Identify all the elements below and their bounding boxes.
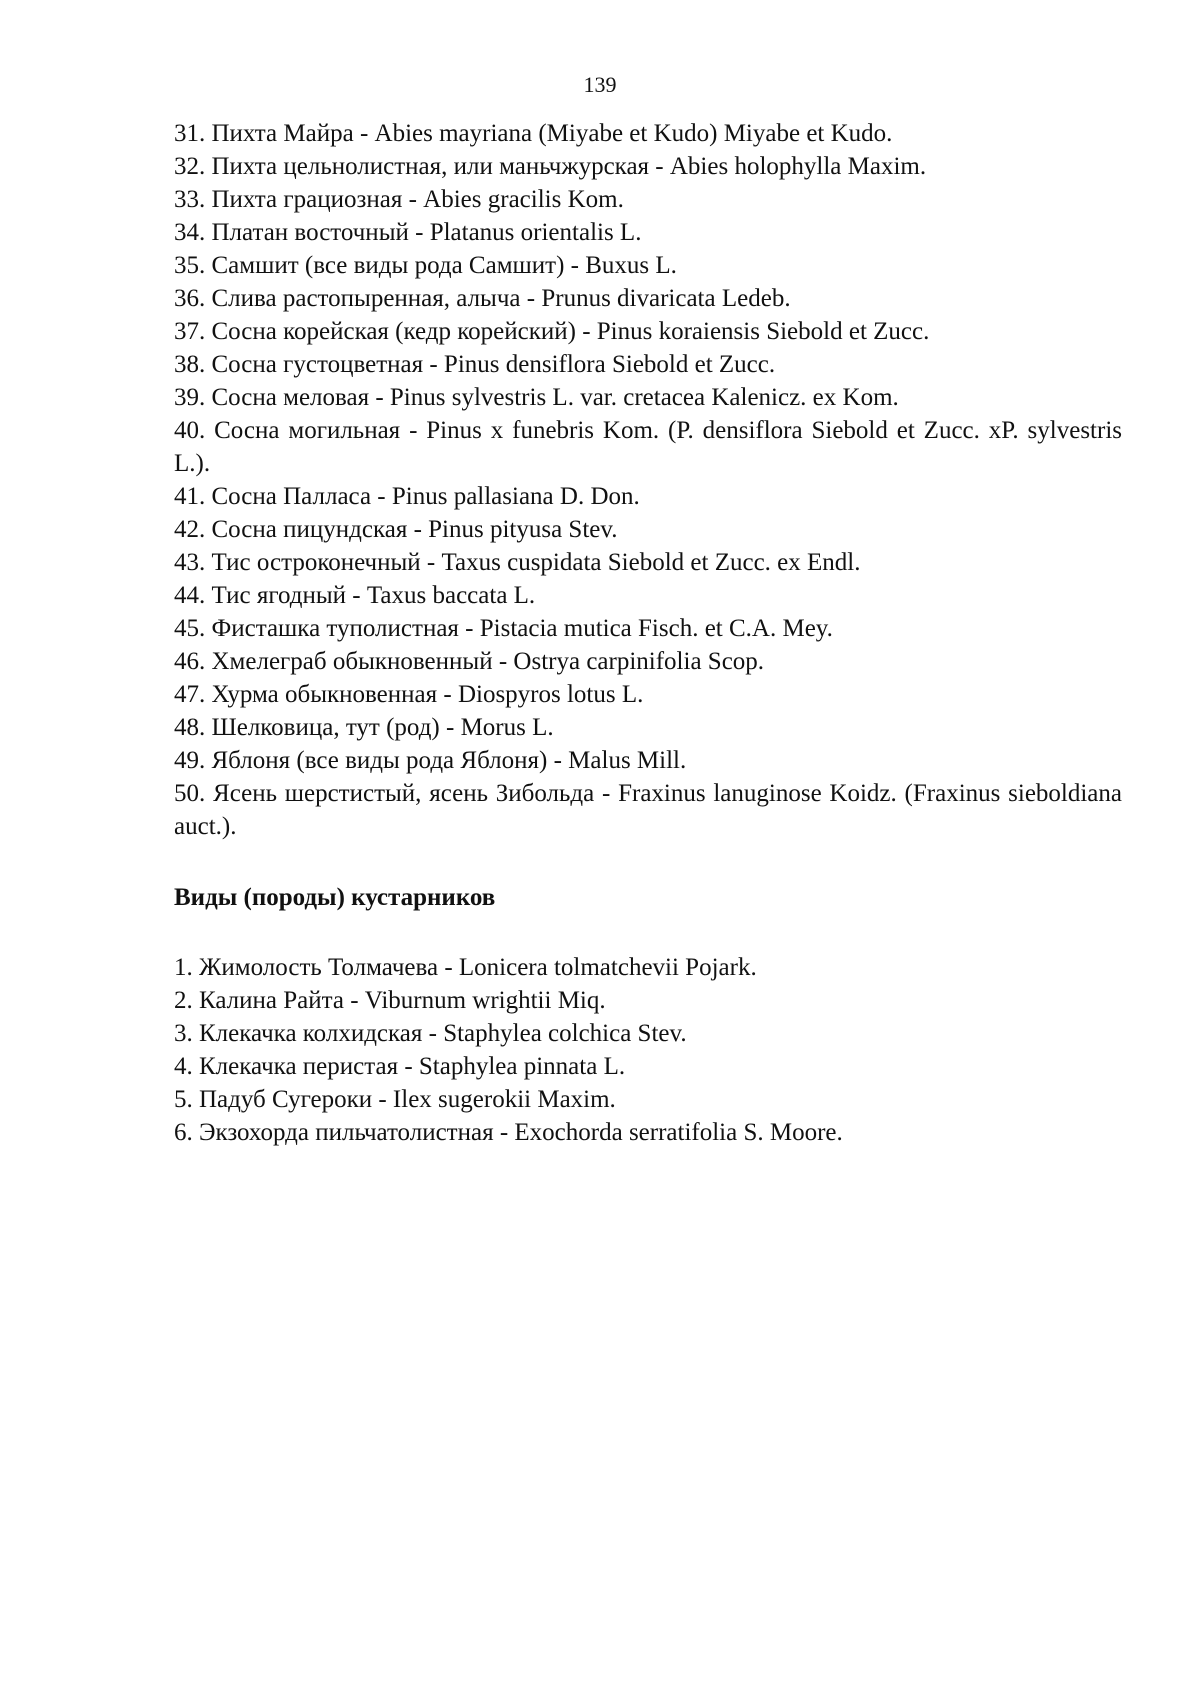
list-item: 42. Сосна пицундская - Pinus pityusa Stev. <box>174 516 618 543</box>
list-item: 38. Сосна густоцветная - Pinus densiflora Siebold et Zucc. <box>174 351 776 378</box>
list-item: 49. Яблоня (все виды рода Яблоня) - Malus Mill. <box>174 747 687 774</box>
list-item: 43. Тис остроконечный - Taxus cuspidata Siebold et Zucc. ex Endl. <box>174 549 861 576</box>
list-item: 50. Ясень шерстистый, ясень Зибольда - Fraxinus lanuginose Koidz. (Fraxinus sieboldiana auct.). <box>174 780 1122 840</box>
list-item: 35. Самшит (все виды рода Самшит) - Buxus L. <box>174 252 677 279</box>
shrubs-list <box>174 951 1122 1149</box>
list-item: 37. Сосна корейская (кедр корейский) - Pinus koraiensis Siebold et Zucc. <box>174 318 930 345</box>
section-heading: Виды (породы) кустарников <box>174 884 496 911</box>
document-body <box>174 117 1122 1149</box>
list-item: 3. Клекачка колхидская - Staphylea colchica Stev. <box>174 1020 687 1047</box>
list-item: 47. Хурма обыкновенная - Diospyros lotus L. <box>174 681 644 708</box>
page-number: 139 <box>583 72 617 97</box>
list-item: 6. Экзохорда пильчатолистная - Exochorda serratifolia S. Moore. <box>174 1119 843 1146</box>
list-item: 39. Сосна меловая - Pinus sylvestris L. var. cretacea Kalenicz. ex Kom. <box>174 384 899 411</box>
list-item: 48. Шелковица, тут (род) - Morus L. <box>174 714 554 741</box>
list-item: 4. Клекачка перистая - Staphylea pinnata L. <box>174 1053 626 1080</box>
list-item: 46. Хмелеграб обыкновенный - Ostrya carpinifolia Scop. <box>174 648 765 675</box>
list-item: 34. Платан восточный - Platanus orientalis L. <box>174 219 642 246</box>
list-item: 45. Фисташка туполистная - Pistacia mutica Fisch. et C.A. Mey. <box>174 615 833 642</box>
list-item: 40. Сосна могильная - Pinus x funebris Kom. (P. densiflora Siebold et Zucc. xP. sylvestris L.). <box>174 417 1122 477</box>
list-item: 36. Слива растопыренная, алыча - Prunus divaricata Ledeb. <box>174 285 791 312</box>
list-item: 31. Пихта Майра - Abies mayriana (Miyabe et Kudo) Miyabe et Kudo. <box>174 120 893 147</box>
list-item: 44. Тис ягодный - Taxus baccata L. <box>174 582 536 609</box>
list-item: 32. Пихта цельнолистная, или маньчжурская - Abies holophylla Maxim. <box>174 153 927 180</box>
list-item: 5. Падуб Сугероки - Ilex sugerokii Maxim. <box>174 1086 616 1113</box>
list-item: 33. Пихта грациозная - Abies gracilis Kom. <box>174 186 624 213</box>
list-item: 2. Калина Райта - Viburnum wrightii Miq. <box>174 987 606 1014</box>
list-item: 1. Жимолость Толмачева - Lonicera tolmatchevii Pojark. <box>174 954 757 981</box>
list-item: 41. Сосна Палласа - Pinus pallasiana D. Don. <box>174 483 640 510</box>
trees-list <box>174 117 1122 843</box>
